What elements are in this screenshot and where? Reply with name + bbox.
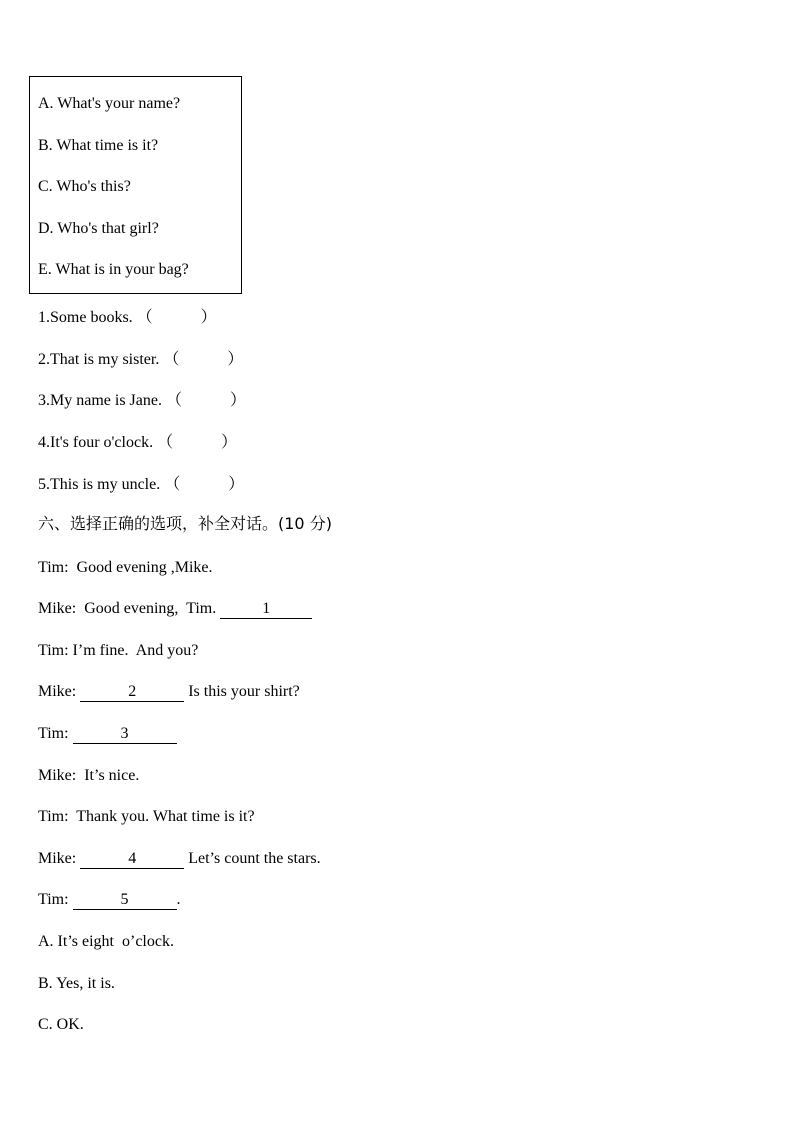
blank-3[interactable]: 3 xyxy=(73,725,177,744)
match-item-text: 4.It's four o'clock. xyxy=(38,434,154,451)
option-b: B. What time is it? xyxy=(38,137,159,154)
speaker-text: Mike: Good evening, Tim. xyxy=(38,600,221,617)
answer-parentheses[interactable]: （ ） xyxy=(136,309,217,326)
match-item-4 xyxy=(38,433,237,453)
match-item-text: 2.That is my sister. xyxy=(38,351,160,368)
dialogue-line-3: Tim: I’m fine. And you? xyxy=(38,642,199,659)
match-item-text: 5.This is my uncle. xyxy=(38,476,161,493)
blank-5[interactable]: 5 xyxy=(73,891,177,910)
match-item-text: 3.My name is Jane. xyxy=(38,392,162,409)
answer-option-b: B. Yes, it is. xyxy=(38,975,115,992)
match-item-text: 1.Some books. xyxy=(38,309,133,326)
option-d: D. Who's that girl? xyxy=(38,220,159,237)
answer-parentheses[interactable]: （ ） xyxy=(165,392,246,409)
dialogue-line-6: Mike: It’s nice. xyxy=(38,767,140,784)
dialogue-line-7: Tim: Thank you. What time is it? xyxy=(38,808,255,825)
answer-parentheses[interactable]: （ ） xyxy=(157,434,238,451)
option-a: A. What's your name? xyxy=(38,95,181,112)
match-item-5 xyxy=(38,475,244,495)
blank-2[interactable]: 2 xyxy=(80,683,184,702)
dialogue-line-9 xyxy=(38,890,181,910)
dialogue-line-1: Tim: Good evening ,Mike. xyxy=(38,559,213,576)
dialogue-line-4 xyxy=(38,682,300,702)
match-item-1 xyxy=(38,308,217,328)
answer-option-a: A. It’s eight o’clock. xyxy=(38,933,174,950)
dialogue-line-8 xyxy=(38,849,321,869)
dialogue-text: . xyxy=(176,891,181,908)
dialogue-line-2 xyxy=(38,599,312,619)
dialogue-text: Is this your shirt? xyxy=(184,683,300,700)
option-e: E. What is in your bag? xyxy=(38,261,189,278)
option-c: C. Who's this? xyxy=(38,178,131,195)
answer-parentheses[interactable]: （ ） xyxy=(163,351,244,368)
speaker-text: Mike: xyxy=(38,850,81,867)
dialogue-text: Let’s count the stars. xyxy=(184,850,321,867)
answer-option-c: C. OK. xyxy=(38,1016,84,1033)
dialogue-line-5 xyxy=(38,724,177,744)
speaker-text: Tim: xyxy=(38,725,73,742)
match-item-2 xyxy=(38,350,243,370)
answer-parentheses[interactable]: （ ） xyxy=(164,476,245,493)
match-item-3 xyxy=(38,391,246,411)
section-heading: 六、选择正确的选项，补全对话。(10 分) xyxy=(38,514,332,533)
blank-1[interactable]: 1 xyxy=(220,600,312,619)
speaker-text: Tim: xyxy=(38,891,73,908)
speaker-text: Mike: xyxy=(38,683,81,700)
blank-4[interactable]: 4 xyxy=(80,850,184,869)
